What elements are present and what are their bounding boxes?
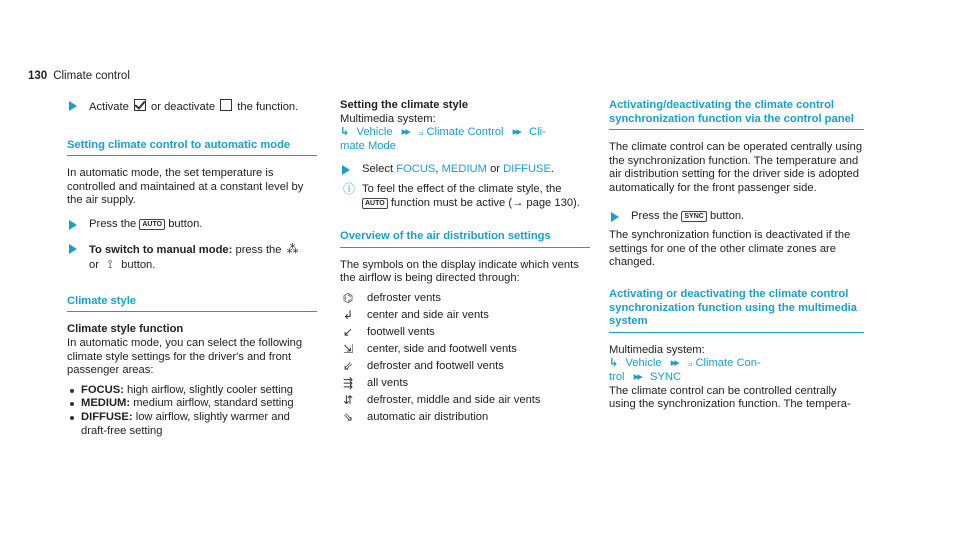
- step-arrow-icon: [69, 244, 77, 254]
- vent-list: [340, 292, 590, 428]
- climate-icon: ⟓: [687, 357, 693, 370]
- center-side-footwell-vents-icon: ⇲: [342, 341, 354, 356]
- heading-climate-style: Climate style: [67, 295, 317, 313]
- path-vehicle: Vehicle: [625, 357, 662, 370]
- heading-air-distribution: Overview of the air distribution settings: [340, 230, 590, 248]
- vent-manual-icon: ⟟: [107, 257, 113, 272]
- sync-button-icon: SYNC: [681, 211, 706, 222]
- step-arrow-icon: [611, 212, 619, 222]
- climate-icon: ⟓: [418, 126, 424, 139]
- step-arrow-icon: [69, 101, 77, 111]
- chevron-icon: ▸▸: [633, 370, 641, 383]
- info-note: ⓘ To feel the effect of the climate style, the AUTO function must be active (→ page 130).: [343, 181, 580, 209]
- list-item: ⇘ automatic air distribution: [340, 411, 590, 428]
- path-vehicle: Vehicle: [356, 126, 393, 139]
- menu-path: ↳ Vehicle ▸▸ ⟓ Climate Con- trol ▸▸ SYNC: [609, 357, 761, 383]
- step-select-style: Select FOCUS, MEDIUM or DIFFUSE.: [340, 163, 590, 177]
- page-number: 130: [28, 70, 48, 82]
- all-vents-icon: ⇶: [342, 375, 354, 390]
- list-item: ⇶ all vents: [340, 377, 590, 394]
- checkbox-checked-icon: [134, 99, 146, 111]
- step-arrow-icon: [342, 165, 350, 175]
- path-start-icon: ↳: [340, 126, 350, 139]
- menu-path: ↳ Vehicle ▸▸ ⟓ Climate Control ▸▸ Cli- mate Mode: [340, 126, 546, 152]
- auto-button-icon: AUTO: [139, 219, 165, 230]
- list-item: ↲ center and side air vents: [340, 309, 590, 326]
- defrost-vents-icon: ⌬: [342, 290, 354, 305]
- overview-paragraph: The symbols on the display indicate which vents the airflow is being directed through:: [340, 258, 579, 285]
- info-icon: ⓘ: [343, 181, 356, 196]
- list-item: ⇲ center, side and footwell vents: [340, 343, 590, 360]
- sync-paragraph-3: The climate control can be controlled centrally using the synchronization function. The tempera-: [609, 384, 851, 411]
- footwell-vents-icon: ↙: [342, 324, 354, 339]
- chevron-icon: ▸▸: [512, 126, 520, 139]
- multimedia-label: Multimedia system:: [609, 343, 705, 356]
- checkbox-empty-icon: [220, 99, 232, 111]
- setting-style-title: Setting the climate style: [340, 99, 469, 111]
- style-paragraph: In automatic mode, you can select the following climate style settings for the driver's and front passenger areas:: [67, 336, 303, 377]
- list-item: ⌬ defroster vents: [340, 292, 590, 309]
- style-function-title: Climate style function: [67, 323, 184, 336]
- step-activate: Activate or deactivate the function.: [67, 99, 317, 115]
- sync-paragraph: The climate control can be operated centrally using the synchronization function. The temperature and air distribution setting for the driver side is adopted automatically for the front passenger side.: [609, 141, 863, 194]
- chevron-icon: ▸▸: [670, 357, 678, 370]
- heading-sync-multimedia: Activating or deactivating the climate control synchronization function using the multimedia system: [609, 288, 864, 333]
- list-item: ⇵ defroster, middle and side air vents: [340, 394, 590, 411]
- column-2: [340, 99, 590, 428]
- path-climate-control: Climate Control: [426, 126, 504, 139]
- defrost-middle-side-vents-icon: ⇵: [342, 392, 354, 407]
- defrost-footwell-vents-icon: ⇙: [342, 358, 354, 373]
- step-arrow-icon: [69, 220, 77, 230]
- heading-sync-control-panel: Activating/deactivating the climate control synchronization function via the control panel: [609, 99, 864, 130]
- chevron-icon: ▸▸: [401, 126, 409, 139]
- path-climate-mode: mate Mode: [340, 139, 396, 152]
- multimedia-label: Multimedia system:: [340, 112, 436, 125]
- column-3: [609, 99, 864, 412]
- auto-distribution-icon: ⇘: [342, 409, 354, 424]
- fan-manual-icon: ⁂: [286, 241, 299, 256]
- page-header: [28, 70, 130, 84]
- path-start-icon: ↳: [609, 357, 619, 370]
- list-item: MEDIUM: medium airflow, standard setting: [67, 397, 317, 411]
- list-item: FOCUS: high airflow, slightly cooler setting: [67, 384, 317, 398]
- column-1: [67, 99, 317, 438]
- heading-auto-mode: Setting climate control to automatic mode: [67, 139, 317, 157]
- step-press-auto: Press the AUTO button.: [67, 218, 317, 232]
- list-item: DIFFUSE: low airflow, slightly warmer and draft-free setting: [67, 411, 317, 438]
- auto-mode-paragraph: In automatic mode, the set temperature is controlled and maintained at a constant level by the air supply.: [67, 167, 304, 207]
- step-press-sync: Press the SYNC button.: [609, 210, 864, 224]
- center-side-vents-icon: ↲: [342, 307, 354, 322]
- list-item: ↙ footwell vents: [340, 326, 590, 343]
- step-manual-mode: To switch to manual mode: press the ⁂ or ⟟ button.: [67, 242, 317, 273]
- list-item: ⇙ defroster and footwell vents: [340, 360, 590, 377]
- auto-button-icon: AUTO: [362, 198, 388, 209]
- section-title: Climate control: [53, 70, 130, 82]
- path-sync: SYNC: [650, 370, 682, 383]
- sync-paragraph-2: The synchronization function is deactivated if the settings for one of the other climate zones are changed.: [609, 229, 851, 269]
